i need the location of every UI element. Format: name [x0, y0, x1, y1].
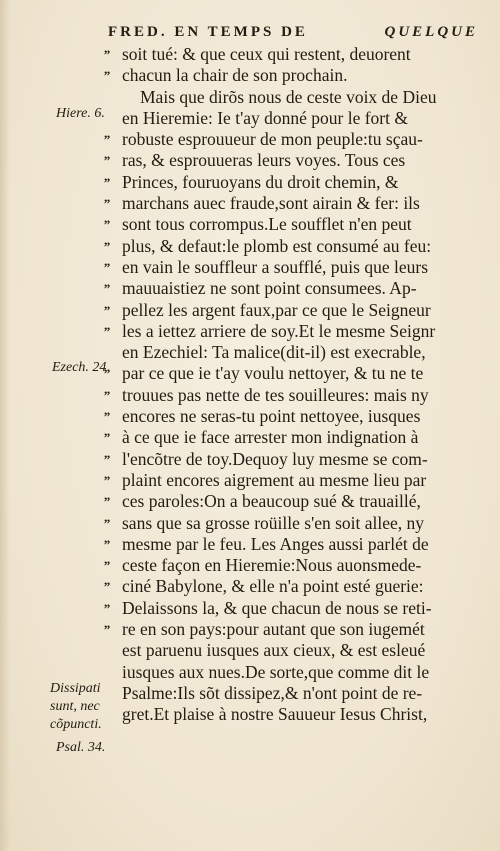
text-line — [0, 129, 500, 150]
quotation-mark: ” — [103, 238, 111, 254]
text-line — [0, 193, 500, 214]
text-line — [0, 640, 500, 661]
text-line — [0, 65, 500, 86]
margin-note-ezech: Ezech. 24 — [52, 360, 107, 375]
quotation-mark: ” — [103, 515, 111, 531]
text-line — [0, 172, 500, 193]
text-line-content: gret.Et plaise à nostre Sauueur Iesus Christ, — [122, 704, 428, 725]
text-line-content: sans que sa grosse roüille s'en soit allee, ny — [122, 512, 425, 533]
quotation-mark: ” — [103, 302, 111, 318]
text-line-content: par ce que ie t'ay voulu nettoyer, & tu ne te — [122, 363, 424, 384]
text-body — [0, 44, 500, 726]
text-line-content: ras, & esprouueras leurs voyes. Tous ces — [122, 150, 406, 171]
text-line-content: plaint encores aigrement au mesme lieu par — [122, 469, 427, 490]
text-line-content: ces paroles:On a beaucoup sué & trauaillé, — [122, 491, 421, 512]
quotation-mark: ” — [103, 323, 111, 339]
text-line-content: pellez les argent faux,par ce que le Seigneur — [122, 299, 431, 320]
quotation-mark: ” — [103, 259, 111, 275]
text-line-content: à ce que ie face arrester mon indignation à — [122, 427, 419, 448]
text-line — [0, 385, 500, 406]
text-line — [0, 576, 500, 597]
text-line-content: est paruenu iusques aux cieux, & est esleué — [122, 640, 426, 661]
text-line — [0, 44, 500, 65]
running-head — [108, 24, 478, 46]
text-line-content: en Hieremie: Ie t'ay donné pour le fort & — [122, 107, 408, 128]
text-line-content: mesme par le feu. Les Anges aussi parlét de — [122, 533, 429, 554]
quotation-mark: ” — [103, 281, 111, 297]
text-line — [0, 321, 500, 342]
quotation-mark: ” — [103, 132, 111, 148]
text-line — [0, 427, 500, 448]
text-line-content: chacun la chair de son prochain. — [122, 65, 348, 86]
quotation-mark: ” — [103, 196, 111, 212]
text-line-content: ceste façon en Hieremie:Nous auonsmede- — [122, 555, 422, 576]
text-line — [0, 470, 500, 491]
text-line — [0, 257, 500, 278]
text-line — [0, 491, 500, 512]
margin-note-dissipati-1: Dissipati — [50, 681, 101, 696]
text-line-content: Mais que dirõs nous de ceste voix de Dieu — [140, 86, 437, 107]
quotation-mark: ” — [103, 47, 111, 62]
text-line-content: Princes, fouruoyans du droit chemin, & — [122, 171, 399, 192]
text-line-content: l'encõtre de toy.Dequoy luy mesme se com- — [122, 448, 428, 469]
quotation-mark: ” — [103, 600, 111, 616]
quotation-mark: ” — [103, 366, 111, 382]
quotation-mark: ” — [103, 472, 111, 488]
text-line-content: sont tous corrompus.Le soufflet n'en peut — [122, 214, 412, 235]
text-line — [0, 87, 500, 108]
quotation-mark: ” — [103, 174, 111, 190]
quotation-mark: ” — [103, 558, 111, 574]
quotation-mark: ” — [103, 68, 111, 84]
margin-note-dissipati-2: sunt, nec — [50, 699, 100, 714]
text-line — [0, 150, 500, 171]
margin-note-psal: Psal. 34. — [56, 740, 106, 755]
text-line-content: trouues pas nette de tes souilleures: mais ny — [122, 384, 429, 405]
quotation-mark: ” — [103, 409, 111, 425]
text-line-content: ciné Babylone, & elle n'a point esté guerie: — [122, 576, 424, 597]
text-line-content: mauuaistiez ne sont point consumees. Ap- — [122, 278, 417, 299]
text-line — [0, 513, 500, 534]
text-line-content: marchans auec fraude,sont airain & fer: ils — [122, 193, 420, 214]
running-head-left: FRED. EN TEMPS DE — [108, 24, 308, 40]
margin-note-hierem: Hiere. 6. — [56, 106, 105, 121]
text-line-content: robuste esprouueur de mon peuple:tu sçau- — [122, 129, 423, 150]
text-line-content: Psalme:Ils sõt dissipez,& n'ont point de re- — [122, 682, 423, 703]
quotation-mark: ” — [103, 217, 111, 233]
quotation-mark: ” — [103, 387, 111, 403]
text-line — [0, 300, 500, 321]
text-line — [0, 662, 500, 683]
text-line — [0, 534, 500, 555]
quotation-mark: ” — [103, 451, 111, 467]
margin-note-dissipati-3: cõpuncti. — [50, 717, 102, 732]
text-line — [0, 236, 500, 257]
text-line — [0, 214, 500, 235]
text-line — [0, 555, 500, 576]
quotation-mark: ” — [103, 494, 111, 510]
quotation-mark: ” — [103, 579, 111, 595]
text-line-content: re en son pays:pour autant que son iugemét — [122, 619, 425, 640]
text-line — [0, 406, 500, 427]
text-line — [0, 278, 500, 299]
text-line-content: plus, & defaut:le plomb est consumé au feu: — [122, 235, 432, 256]
text-line — [0, 449, 500, 470]
text-line-content: encores ne seras-tu point nettoyee, iusques — [122, 406, 421, 427]
quotation-mark: ” — [103, 536, 111, 552]
text-line — [0, 598, 500, 619]
running-head-right: QUELQUE — [384, 24, 478, 40]
text-line-content: Delaissons la, & que chacun de nous se reti- — [122, 597, 432, 618]
text-line-content: soit tué: & que ceux qui restent, deuorent — [122, 44, 411, 64]
text-line-content: les a iettez arriere de soy.Et le mesme Seignr — [122, 320, 436, 341]
quotation-mark: ” — [103, 622, 111, 638]
quotation-mark: ” — [103, 153, 111, 169]
text-line — [0, 619, 500, 640]
text-line-content: iusques aux nues.De sorte,que comme dit le — [122, 661, 430, 682]
quotation-mark: ” — [103, 430, 111, 446]
text-line-content: en vain le souffleur a soufflé, puis que leurs — [122, 256, 429, 277]
text-line-content: en Ezechiel: Ta malice(dit-il) est execrable, — [122, 342, 426, 363]
